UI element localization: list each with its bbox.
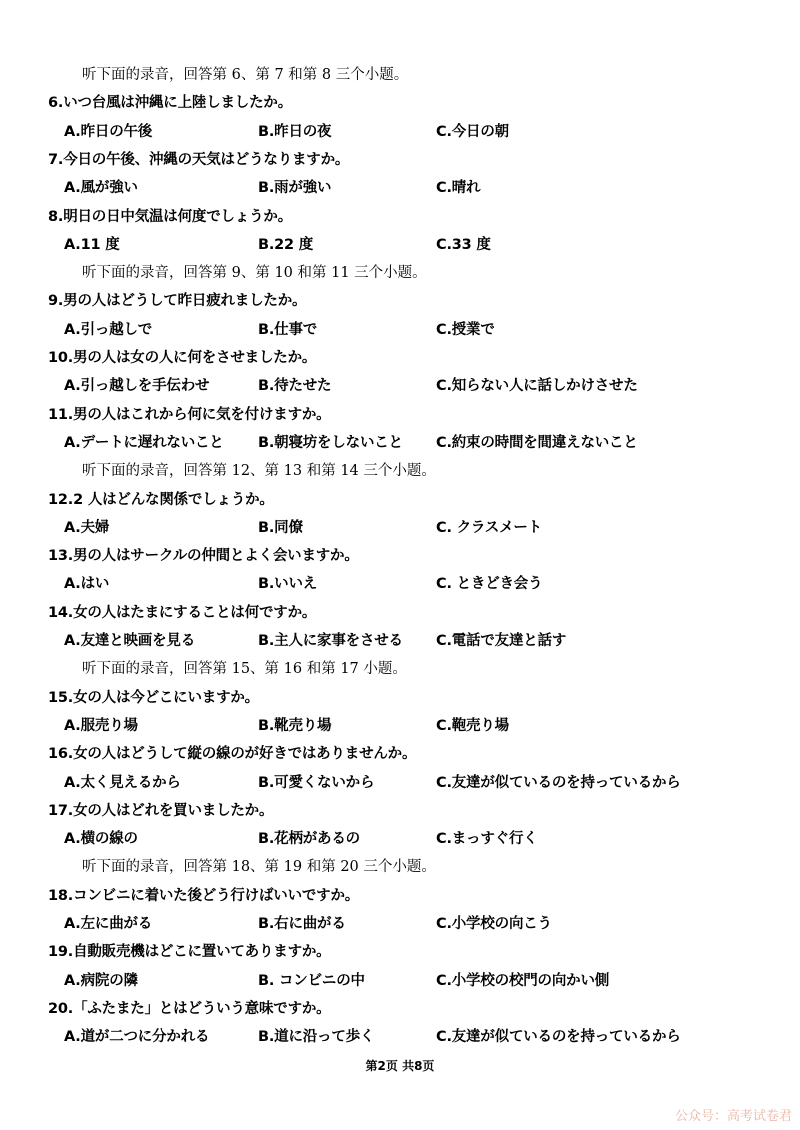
answer-option-a: A.病院の隣 (64, 972, 138, 989)
answer-option-a: A.11 度 (64, 236, 120, 253)
answer-option-c: C.知らない人に話しかけさせた (436, 378, 638, 395)
section-instruction: 听下面的录音，回答第 9、第 10 和第 11 三个小题。 (82, 265, 427, 282)
question-text: 9.男の人はどうして昨日疲れましたか。 (48, 293, 307, 310)
answer-option-c: C.33 度 (436, 236, 491, 253)
question-text: 11.男の人はこれから何に気を付けますか。 (48, 406, 331, 423)
answer-option-b: B.雨が強い (258, 180, 332, 197)
answer-option-b: B.主人に家事をさせる (258, 633, 403, 649)
question-text: 8.明日の日中気温は何度でしょうか。 (48, 208, 292, 225)
question-text: 20.「ふたまた」とはどういう意味ですか。 (48, 1000, 331, 1017)
answer-option-c: C.約束の時間を間違えないこと (436, 434, 638, 451)
answer-option-c: C.友達が似ているのを持っているから (436, 1029, 681, 1046)
question-text: 18.コンビニに着いた後どう行けばいいですか。 (48, 887, 360, 904)
question-text: 19.自動販売機はどこに置いてありますか。 (48, 944, 331, 961)
answer-option-c: C. ときどき会う (436, 576, 543, 593)
question-text: 16.女の人はどうして縦の線のが好きではありませんか。 (48, 746, 417, 763)
answer-option-a: A.道が二つに分かれる (64, 1029, 210, 1046)
answer-option-a: A.引っ越しを手伝わせ (64, 378, 210, 395)
section-instruction: 听下面的录音，回答第 18、第 19 和第 20 三个小题。 (82, 859, 436, 876)
answer-option-c: C.今日の朝 (436, 123, 509, 140)
answer-option-b: B.待たせた (258, 378, 332, 395)
answer-option-a: A.昨日の午後 (64, 123, 153, 140)
answer-option-a: A.友達と映画を見る (64, 633, 195, 649)
question-text: 7.今日の午後、沖縄の天気はどうなりますか。 (48, 151, 350, 168)
answer-option-b: B.いいえ (258, 576, 318, 593)
watermark-text: 公众号：高考试卷君 (674, 1109, 792, 1124)
question-text: 15.女の人は今どこにいますか。 (48, 689, 259, 706)
answer-option-a: A.服売り場 (64, 717, 138, 734)
answer-option-a: A.はい (64, 576, 110, 593)
section-instruction: 听下面的录音，回答第 6、第 7 和第 8 三个小题。 (82, 67, 409, 83)
answer-option-a: A.夫婦 (64, 519, 110, 536)
answer-option-c: C.授業で (436, 321, 495, 338)
question-text: 6.いつ台風は沖縄に上陸しましたか。 (48, 95, 292, 112)
section-instruction: 听下面的录音，回答第 15、第 16 和第 17 小题。 (82, 661, 407, 678)
answer-option-a: A.デートに遅れないこと (64, 434, 224, 451)
answer-option-c: C.小学校の校門の向かい側 (436, 972, 610, 989)
answer-option-b: B.右に曲がる (258, 916, 346, 932)
answer-option-c: C. クラスメート (436, 519, 542, 536)
answer-option-b: B. コンビニの中 (258, 972, 365, 989)
answer-option-b: B.花柄があるの (258, 831, 360, 848)
question-text: 10.男の人は女の人に何をさせましたか。 (48, 350, 317, 366)
answer-option-a: A.横の線の (64, 831, 138, 848)
question-text: 17.女の人はどれを買いましたか。 (48, 802, 274, 819)
question-text: 12.2 人はどんな関係でしょうか。 (48, 491, 274, 508)
answer-option-b: B.22 度 (258, 236, 314, 253)
page-footer: 第2页 共8页 (365, 1059, 435, 1073)
answer-option-b: B.同僚 (258, 519, 303, 536)
answer-option-a: A.引っ越しで (64, 321, 153, 338)
answer-option-b: B.朝寝坊をしないこと (258, 434, 403, 451)
answer-option-c: C.友達が似ているのを持っているから (436, 774, 681, 791)
section-instruction: 听下面的录音，回答第 12、第 13 和第 14 三个小题。 (82, 463, 436, 480)
answer-option-a: A.風が強い (64, 180, 138, 197)
answer-option-c: C.晴れ (436, 180, 481, 197)
answer-option-a: A.太く見えるから (64, 774, 181, 791)
answer-option-c: C.電話で友達と話す (436, 633, 567, 649)
answer-option-b: B.道に沿って歩く (258, 1029, 375, 1046)
answer-option-b: B.可愛くないから (258, 774, 375, 791)
question-text: 14.女の人はたまにすることは何ですか。 (48, 604, 317, 621)
answer-option-b: B.昨日の夜 (258, 123, 332, 140)
answer-option-b: B.仕事で (258, 321, 318, 338)
answer-option-c: C.まっすぐ行く (436, 831, 538, 848)
answer-option-c: C.鞄売り場 (436, 717, 509, 734)
answer-option-b: B.靴売り場 (258, 717, 332, 734)
question-text: 13.男の人はサークルの仲間とよく会いますか。 (48, 548, 359, 565)
answer-option-a: A.左に曲がる (64, 916, 153, 932)
answer-option-c: C.小学校の向こう (436, 916, 552, 932)
